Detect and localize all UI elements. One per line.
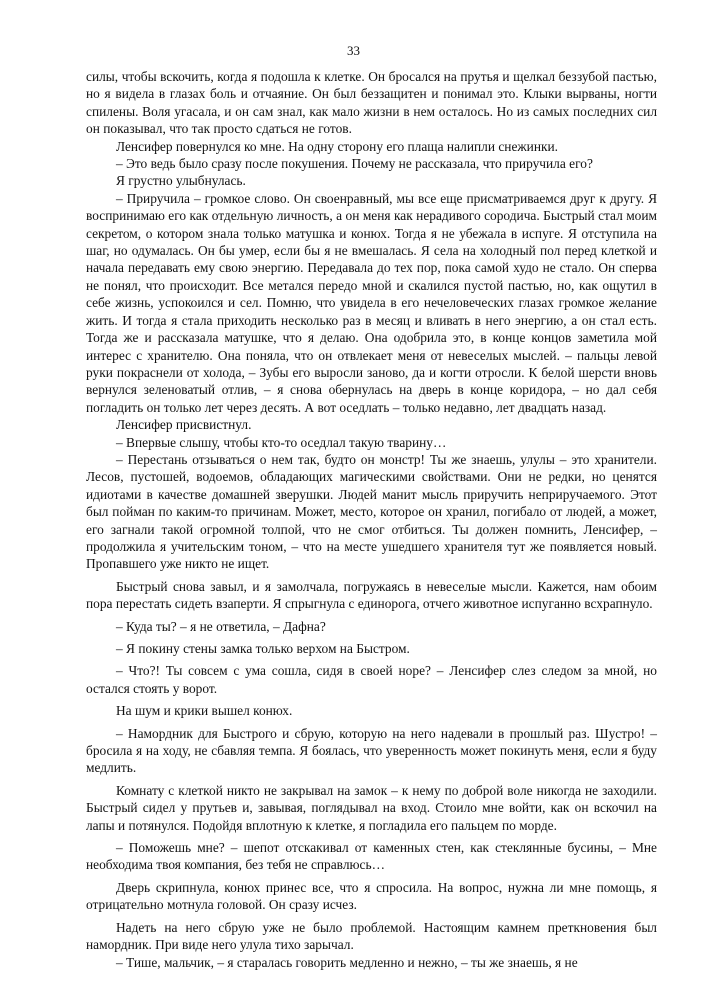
paragraph: – Намордник для Быстрого и сбрую, которую на него надевали в прошлый раз. Шустро! – бросила я на ходу, не сбавляя темпа. Я боялась, что уверенность может покинуть меня, если я буду медлить.	[86, 725, 657, 776]
body-text	[86, 68, 657, 971]
paragraph: – Перестань отзываться о нем так, будто он монстр! Ты же знаешь, улулы – это хранители. Лесов, пустошей, водоемов, обладающих магическими свойствами. Они не редки, но ценятся идиотами в качестве домашней зверушки. Людей манит мысль приручить неприручаемого. Этот был пойман по каким-то причинам. Может, место, которое он хранил, погибало от людей, а может, его загнали такой огромной толпой, что не смог отбиться. Ты должен помнить, Ленсифер, – продолжила я учительским тоном, – что на месте ушедшего хранителя тут же появляется новый. Пропавшего уже никто не ищет.	[86, 451, 657, 572]
paragraph: – Куда ты? – я не ответила, – Дафна?	[116, 618, 326, 634]
paragraph: Ленсифер повернулся ко мне. На одну сторону его плаща налипли снежинки.	[116, 138, 559, 154]
paragraph: Ленсифер присвистнул.	[116, 417, 252, 433]
page-number: 33	[347, 43, 360, 58]
paragraph: – Что?! Ты совсем с ума сошла, сидя в своей норе? – Ленсифер слез следом за мной, но остался стоять у ворот.	[86, 663, 657, 696]
paragraph: силы, чтобы вскочить, когда я подошла к клетке. Он бросался на прутья и щелкал беззубой пастью, но я видела в глазах боль и отчаяние. Он был беззащитен и понимал это. Клыки вырваны, ногти спилены. Воля угасала, и он сам знал, как мало жизни в нем осталось. Но из самых последних сил он показывал, что так просто сдаться не готов.	[86, 69, 657, 137]
paragraph: Дверь скрипнула, конюх принес все, что я спросила. На вопрос, нужна ли мне помощь, я отрицательно мотнула головой. Он сразу исчез.	[86, 879, 657, 913]
paragraph: – Поможешь мне? – шепот отскакивал от каменных стен, как стеклянные бусины, – Мне необходима твоя компания, без тебя не справлюсь…	[86, 840, 657, 873]
paragraph: Комнату с клеткой никто не закрывал на замок – к нему по доброй воле никогда не заходили. Быстрый сидел у прутьев и, завывая, поглядывал на вход. Стоило мне войти, как он вскочил на лапы и потянулся. Подойдя вплотную к клетке, я погладила его пальцем по морде.	[86, 782, 657, 833]
paragraph: – Приручила – громкое слово. Он своенравный, мы все еще присматриваемся друг к другу. Я воспринимаю его как отдельную личность, а он меня как нерадивого сородича. Быстрый стал моим секретом, о котором знала только матушка и конюх. Тогда я не убежала в испуге. Я отступила на шаг, но одумалась. Он бы умер, если бы я не вмешалась. Я села на холодный пол перед клеткой и начала передавать ему свою энергию. Передавала до тех пор, пока самой худо не стало. Он сперва не понял, что происходит. Все метался передо мной и скалился пустой пастью, но, как ощутил в себе жизнь, успокоился и сел. Помню, что увидела в его нечеловеческих глазах громкое желание жить. И тогда я стала приходить несколько раз в месяц и вливать в него энергию, а он стал есть. Тогда же и рассказала матушке, что я делаю. Она одобрила это, в конце концов заметила мой интерес с хранителю. Она поняла, что он отвлекает меня от невеселых мыслей. – пальцы левой руки покраснели от холода, – Зубы его выросли заново, да и когти отросли. К белой шерсти вновь вернулся зеленоватый отлив, – я снова обернулась на дверь в конце коридора, – но дал себя погладить он только лет через десять. А вот оседлать – только недавно, лет двадцать назад.	[86, 190, 657, 415]
paragraph: – Это ведь было сразу после покушения. Почему не рассказала, что приручила его?	[116, 156, 593, 172]
paragraph: – Тише, мальчик, – я старалась говорить медленно и нежно, – ты же знаешь, я не	[116, 954, 578, 970]
paragraph: – Я покину стены замка только верхом на Быстром.	[116, 641, 410, 656]
paragraph: – Впервые слышу, чтобы кто-то оседлал такую тварину…	[116, 434, 447, 450]
paragraph: Надеть на него сбрую уже не было проблемой. Настоящим камнем преткновения был намордник. При виде него улула тихо зарычал.	[86, 919, 657, 953]
paragraph: Быстрый снова завыл, и я замолчала, погружаясь в невеселые мысли. Кажется, нам обоим пора перестать сидеть взаперти. Я спрыгнула с единорога, отчего животное испуганно всхрапнуло.	[86, 578, 657, 612]
paragraph: Я грустно улыбнулась.	[116, 173, 246, 189]
paragraph: На шум и крики вышел конюх.	[116, 703, 293, 719]
